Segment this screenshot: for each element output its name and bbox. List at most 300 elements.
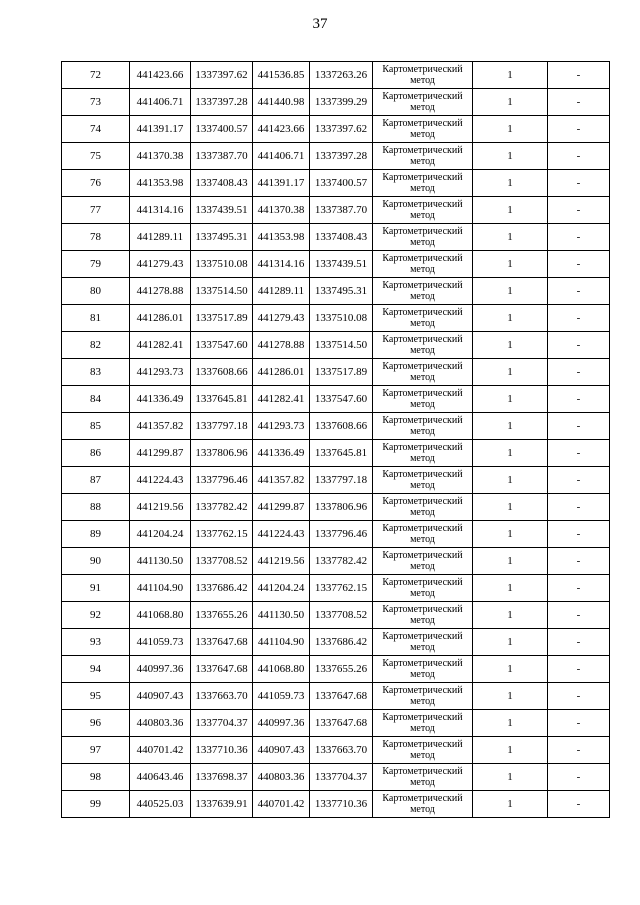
method-cell	[373, 629, 473, 656]
prev-x-coordinate-cell: 441278.88	[253, 332, 310, 359]
y-coordinate-cell: 1337698.37	[191, 764, 253, 791]
x-coordinate-cell: 441391.17	[130, 116, 191, 143]
note-cell: -	[548, 116, 610, 143]
point-number-cell: 75	[62, 143, 130, 170]
method-label-line2: метод	[410, 183, 435, 194]
y-coordinate-cell: 1337762.15	[191, 521, 253, 548]
x-coordinate-cell: 441282.41	[130, 332, 191, 359]
point-number-cell: 97	[62, 737, 130, 764]
method-label-line1: Картометрический	[382, 64, 463, 75]
note-cell: -	[548, 440, 610, 467]
method-label-line1: Картометрический	[382, 496, 463, 507]
point-number-cell: 91	[62, 575, 130, 602]
y-coordinate-cell: 1337510.08	[191, 251, 253, 278]
y-coordinate-cell: 1337782.42	[191, 494, 253, 521]
method-label-line2: метод	[410, 264, 435, 275]
table-row	[62, 197, 610, 224]
point-number-cell: 99	[62, 791, 130, 818]
y-coordinate-cell: 1337547.60	[191, 332, 253, 359]
x-coordinate-cell: 441279.43	[130, 251, 191, 278]
accuracy-cell: 1	[473, 521, 548, 548]
accuracy-cell: 1	[473, 332, 548, 359]
table-row	[62, 251, 610, 278]
table-row	[62, 305, 610, 332]
accuracy-cell: 1	[473, 305, 548, 332]
prev-y-coordinate-cell: 1337514.50	[310, 332, 373, 359]
table-row	[62, 440, 610, 467]
method-cell	[373, 764, 473, 791]
method-label-line2: метод	[410, 399, 435, 410]
method-label-line2: метод	[410, 345, 435, 356]
method-label-line2: метод	[410, 723, 435, 734]
point-number-cell: 96	[62, 710, 130, 737]
method-label-line2: метод	[410, 453, 435, 464]
prev-y-coordinate-cell: 1337704.37	[310, 764, 373, 791]
note-cell: -	[548, 548, 610, 575]
method-label-line1: Картометрический	[382, 307, 463, 318]
coordinates-table	[61, 61, 610, 818]
prev-y-coordinate-cell: 1337608.66	[310, 413, 373, 440]
method-cell	[373, 62, 473, 89]
y-coordinate-cell: 1337408.43	[191, 170, 253, 197]
note-cell: -	[548, 494, 610, 521]
method-cell	[373, 602, 473, 629]
method-label-line2: метод	[410, 669, 435, 680]
prev-y-coordinate-cell: 1337782.42	[310, 548, 373, 575]
table-row	[62, 89, 610, 116]
method-label-line2: метод	[410, 210, 435, 221]
prev-y-coordinate-cell: 1337797.18	[310, 467, 373, 494]
prev-y-coordinate-cell: 1337397.62	[310, 116, 373, 143]
prev-x-coordinate-cell: 441068.80	[253, 656, 310, 683]
x-coordinate-cell: 441293.73	[130, 359, 191, 386]
table-row	[62, 629, 610, 656]
prev-x-coordinate-cell: 440701.42	[253, 791, 310, 818]
note-cell: -	[548, 413, 610, 440]
table-row	[62, 359, 610, 386]
point-number-cell: 88	[62, 494, 130, 521]
accuracy-cell: 1	[473, 494, 548, 521]
method-cell	[373, 332, 473, 359]
prev-x-coordinate-cell: 441219.56	[253, 548, 310, 575]
prev-y-coordinate-cell: 1337387.70	[310, 197, 373, 224]
prev-y-coordinate-cell: 1337263.26	[310, 62, 373, 89]
method-label-line2: метод	[410, 237, 435, 248]
note-cell: -	[548, 710, 610, 737]
method-label-line1: Картометрический	[382, 415, 463, 426]
prev-y-coordinate-cell: 1337495.31	[310, 278, 373, 305]
method-cell	[373, 656, 473, 683]
accuracy-cell: 1	[473, 386, 548, 413]
x-coordinate-cell: 441204.24	[130, 521, 191, 548]
point-number-cell: 77	[62, 197, 130, 224]
method-label-line2: метод	[410, 156, 435, 167]
accuracy-cell: 1	[473, 440, 548, 467]
accuracy-cell: 1	[473, 575, 548, 602]
x-coordinate-cell: 441314.16	[130, 197, 191, 224]
note-cell: -	[548, 89, 610, 116]
prev-x-coordinate-cell: 440997.36	[253, 710, 310, 737]
x-coordinate-cell: 440907.43	[130, 683, 191, 710]
table-row	[62, 332, 610, 359]
point-number-cell: 85	[62, 413, 130, 440]
method-label-line2: метод	[410, 318, 435, 329]
point-number-cell: 90	[62, 548, 130, 575]
prev-y-coordinate-cell: 1337547.60	[310, 386, 373, 413]
method-label-line1: Картометрический	[382, 334, 463, 345]
prev-x-coordinate-cell: 441286.01	[253, 359, 310, 386]
prev-y-coordinate-cell: 1337806.96	[310, 494, 373, 521]
x-coordinate-cell: 441224.43	[130, 467, 191, 494]
y-coordinate-cell: 1337514.50	[191, 278, 253, 305]
method-label-line2: метод	[410, 696, 435, 707]
method-label-line2: метод	[410, 642, 435, 653]
prev-x-coordinate-cell: 441370.38	[253, 197, 310, 224]
table-row	[62, 278, 610, 305]
y-coordinate-cell: 1337704.37	[191, 710, 253, 737]
note-cell: -	[548, 197, 610, 224]
point-number-cell: 80	[62, 278, 130, 305]
accuracy-cell: 1	[473, 602, 548, 629]
method-label-line1: Картометрический	[382, 577, 463, 588]
note-cell: -	[548, 791, 610, 818]
prev-x-coordinate-cell: 441391.17	[253, 170, 310, 197]
method-label-line1: Картометрический	[382, 118, 463, 129]
note-cell: -	[548, 656, 610, 683]
x-coordinate-cell: 441286.01	[130, 305, 191, 332]
method-label-line1: Картометрический	[382, 172, 463, 183]
point-number-cell: 94	[62, 656, 130, 683]
method-cell	[373, 548, 473, 575]
method-cell	[373, 710, 473, 737]
prev-y-coordinate-cell: 1337399.29	[310, 89, 373, 116]
y-coordinate-cell: 1337796.46	[191, 467, 253, 494]
prev-x-coordinate-cell: 441282.41	[253, 386, 310, 413]
y-coordinate-cell: 1337663.70	[191, 683, 253, 710]
prev-y-coordinate-cell: 1337517.89	[310, 359, 373, 386]
method-cell	[373, 386, 473, 413]
method-label-line1: Картометрический	[382, 91, 463, 102]
x-coordinate-cell: 441104.90	[130, 575, 191, 602]
x-coordinate-cell: 441336.49	[130, 386, 191, 413]
accuracy-cell: 1	[473, 116, 548, 143]
note-cell: -	[548, 764, 610, 791]
method-cell	[373, 278, 473, 305]
method-label-line1: Картометрический	[382, 226, 463, 237]
point-number-cell: 86	[62, 440, 130, 467]
prev-x-coordinate-cell: 441423.66	[253, 116, 310, 143]
method-label-line1: Картометрический	[382, 550, 463, 561]
point-number-cell: 74	[62, 116, 130, 143]
accuracy-cell: 1	[473, 278, 548, 305]
prev-x-coordinate-cell: 441289.11	[253, 278, 310, 305]
y-coordinate-cell: 1337647.68	[191, 629, 253, 656]
method-label-line1: Картометрический	[382, 631, 463, 642]
table-row	[62, 116, 610, 143]
y-coordinate-cell: 1337439.51	[191, 197, 253, 224]
point-number-cell: 98	[62, 764, 130, 791]
x-coordinate-cell: 441219.56	[130, 494, 191, 521]
y-coordinate-cell: 1337686.42	[191, 575, 253, 602]
prev-y-coordinate-cell: 1337439.51	[310, 251, 373, 278]
table-row	[62, 683, 610, 710]
accuracy-cell: 1	[473, 251, 548, 278]
accuracy-cell: 1	[473, 737, 548, 764]
y-coordinate-cell: 1337397.28	[191, 89, 253, 116]
point-number-cell: 83	[62, 359, 130, 386]
table-row	[62, 575, 610, 602]
method-cell	[373, 413, 473, 440]
y-coordinate-cell: 1337517.89	[191, 305, 253, 332]
prev-x-coordinate-cell: 441293.73	[253, 413, 310, 440]
method-label-line1: Картометрический	[382, 523, 463, 534]
y-coordinate-cell: 1337647.68	[191, 656, 253, 683]
method-cell	[373, 791, 473, 818]
prev-x-coordinate-cell: 441440.98	[253, 89, 310, 116]
accuracy-cell: 1	[473, 143, 548, 170]
note-cell: -	[548, 359, 610, 386]
note-cell: -	[548, 467, 610, 494]
method-cell	[373, 116, 473, 143]
table-row	[62, 494, 610, 521]
note-cell: -	[548, 521, 610, 548]
y-coordinate-cell: 1337639.91	[191, 791, 253, 818]
point-number-cell: 84	[62, 386, 130, 413]
method-label-line1: Картометрический	[382, 280, 463, 291]
point-number-cell: 76	[62, 170, 130, 197]
x-coordinate-cell: 441423.66	[130, 62, 191, 89]
prev-x-coordinate-cell: 441204.24	[253, 575, 310, 602]
table-body	[62, 62, 610, 818]
accuracy-cell: 1	[473, 764, 548, 791]
method-label-line1: Картометрический	[382, 388, 463, 399]
y-coordinate-cell: 1337708.52	[191, 548, 253, 575]
method-cell	[373, 683, 473, 710]
point-number-cell: 87	[62, 467, 130, 494]
method-label-line2: метод	[410, 480, 435, 491]
point-number-cell: 81	[62, 305, 130, 332]
method-label-line1: Картометрический	[382, 766, 463, 777]
x-coordinate-cell: 441068.80	[130, 602, 191, 629]
prev-x-coordinate-cell: 441353.98	[253, 224, 310, 251]
method-cell	[373, 575, 473, 602]
table-row	[62, 764, 610, 791]
y-coordinate-cell: 1337806.96	[191, 440, 253, 467]
method-label-line2: метод	[410, 777, 435, 788]
table-row	[62, 710, 610, 737]
table-row	[62, 467, 610, 494]
prev-y-coordinate-cell: 1337647.68	[310, 683, 373, 710]
method-cell	[373, 143, 473, 170]
table-row	[62, 521, 610, 548]
prev-x-coordinate-cell: 441130.50	[253, 602, 310, 629]
point-number-cell: 79	[62, 251, 130, 278]
method-cell	[373, 521, 473, 548]
prev-y-coordinate-cell: 1337400.57	[310, 170, 373, 197]
prev-x-coordinate-cell: 441299.87	[253, 494, 310, 521]
prev-y-coordinate-cell: 1337663.70	[310, 737, 373, 764]
method-cell	[373, 251, 473, 278]
accuracy-cell: 1	[473, 791, 548, 818]
prev-x-coordinate-cell: 441536.85	[253, 62, 310, 89]
method-label-line2: метод	[410, 615, 435, 626]
note-cell: -	[548, 737, 610, 764]
point-number-cell: 95	[62, 683, 130, 710]
accuracy-cell: 1	[473, 224, 548, 251]
method-cell	[373, 305, 473, 332]
prev-y-coordinate-cell: 1337408.43	[310, 224, 373, 251]
x-coordinate-cell: 441370.38	[130, 143, 191, 170]
method-cell	[373, 170, 473, 197]
x-coordinate-cell: 440997.36	[130, 656, 191, 683]
note-cell: -	[548, 629, 610, 656]
x-coordinate-cell: 441353.98	[130, 170, 191, 197]
method-label-line2: метод	[410, 426, 435, 437]
method-label-line2: метод	[410, 507, 435, 518]
y-coordinate-cell: 1337387.70	[191, 143, 253, 170]
accuracy-cell: 1	[473, 656, 548, 683]
accuracy-cell: 1	[473, 413, 548, 440]
method-cell	[373, 224, 473, 251]
method-label-line2: метод	[410, 75, 435, 86]
method-label-line1: Картометрический	[382, 442, 463, 453]
accuracy-cell: 1	[473, 683, 548, 710]
prev-x-coordinate-cell: 440907.43	[253, 737, 310, 764]
point-number-cell: 73	[62, 89, 130, 116]
y-coordinate-cell: 1337797.18	[191, 413, 253, 440]
prev-x-coordinate-cell: 441224.43	[253, 521, 310, 548]
prev-y-coordinate-cell: 1337796.46	[310, 521, 373, 548]
method-label-line2: метод	[410, 291, 435, 302]
table-row	[62, 62, 610, 89]
x-coordinate-cell: 441059.73	[130, 629, 191, 656]
note-cell: -	[548, 575, 610, 602]
y-coordinate-cell: 1337608.66	[191, 359, 253, 386]
method-label-line2: метод	[410, 372, 435, 383]
method-cell	[373, 467, 473, 494]
point-number-cell: 89	[62, 521, 130, 548]
accuracy-cell: 1	[473, 197, 548, 224]
note-cell: -	[548, 170, 610, 197]
y-coordinate-cell: 1337645.81	[191, 386, 253, 413]
method-cell	[373, 89, 473, 116]
method-label-line2: метод	[410, 534, 435, 545]
x-coordinate-cell: 440701.42	[130, 737, 191, 764]
x-coordinate-cell: 440643.46	[130, 764, 191, 791]
prev-y-coordinate-cell: 1337710.36	[310, 791, 373, 818]
note-cell: -	[548, 602, 610, 629]
x-coordinate-cell: 441289.11	[130, 224, 191, 251]
accuracy-cell: 1	[473, 548, 548, 575]
note-cell: -	[548, 224, 610, 251]
method-label-line2: метод	[410, 804, 435, 815]
note-cell: -	[548, 332, 610, 359]
prev-y-coordinate-cell: 1337510.08	[310, 305, 373, 332]
method-label-line1: Картометрический	[382, 253, 463, 264]
table-row	[62, 143, 610, 170]
accuracy-cell: 1	[473, 170, 548, 197]
table-row	[62, 602, 610, 629]
table-row	[62, 224, 610, 251]
method-cell	[373, 197, 473, 224]
method-label-line2: метод	[410, 750, 435, 761]
prev-x-coordinate-cell: 441357.82	[253, 467, 310, 494]
note-cell: -	[548, 683, 610, 710]
method-label-line1: Картометрический	[382, 199, 463, 210]
method-label-line1: Картометрический	[382, 739, 463, 750]
x-coordinate-cell: 440803.36	[130, 710, 191, 737]
prev-x-coordinate-cell: 441406.71	[253, 143, 310, 170]
x-coordinate-cell: 440525.03	[130, 791, 191, 818]
note-cell: -	[548, 251, 610, 278]
method-label-line2: метод	[410, 102, 435, 113]
y-coordinate-cell: 1337495.31	[191, 224, 253, 251]
table-row	[62, 413, 610, 440]
table-row	[62, 548, 610, 575]
accuracy-cell: 1	[473, 359, 548, 386]
y-coordinate-cell: 1337397.62	[191, 62, 253, 89]
prev-x-coordinate-cell: 441314.16	[253, 251, 310, 278]
method-cell	[373, 440, 473, 467]
prev-x-coordinate-cell: 441279.43	[253, 305, 310, 332]
prev-y-coordinate-cell: 1337397.28	[310, 143, 373, 170]
table-row	[62, 386, 610, 413]
prev-x-coordinate-cell: 441059.73	[253, 683, 310, 710]
prev-y-coordinate-cell: 1337645.81	[310, 440, 373, 467]
table-row	[62, 737, 610, 764]
note-cell: -	[548, 305, 610, 332]
method-cell	[373, 359, 473, 386]
prev-y-coordinate-cell: 1337655.26	[310, 656, 373, 683]
method-label-line1: Картометрический	[382, 685, 463, 696]
table-row	[62, 656, 610, 683]
prev-y-coordinate-cell: 1337762.15	[310, 575, 373, 602]
prev-x-coordinate-cell: 440803.36	[253, 764, 310, 791]
point-number-cell: 72	[62, 62, 130, 89]
prev-x-coordinate-cell: 441336.49	[253, 440, 310, 467]
method-cell	[373, 494, 473, 521]
accuracy-cell: 1	[473, 62, 548, 89]
accuracy-cell: 1	[473, 467, 548, 494]
method-cell	[373, 737, 473, 764]
y-coordinate-cell: 1337655.26	[191, 602, 253, 629]
x-coordinate-cell: 441357.82	[130, 413, 191, 440]
accuracy-cell: 1	[473, 629, 548, 656]
x-coordinate-cell: 441406.71	[130, 89, 191, 116]
method-label-line1: Картометрический	[382, 361, 463, 372]
method-label-line1: Картометрический	[382, 793, 463, 804]
point-number-cell: 78	[62, 224, 130, 251]
point-number-cell: 92	[62, 602, 130, 629]
prev-y-coordinate-cell: 1337647.68	[310, 710, 373, 737]
x-coordinate-cell: 441299.87	[130, 440, 191, 467]
method-label-line2: метод	[410, 588, 435, 599]
method-label-line2: метод	[410, 129, 435, 140]
prev-y-coordinate-cell: 1337686.42	[310, 629, 373, 656]
method-label-line1: Картометрический	[382, 145, 463, 156]
note-cell: -	[548, 278, 610, 305]
method-label-line2: метод	[410, 561, 435, 572]
prev-x-coordinate-cell: 441104.90	[253, 629, 310, 656]
method-label-line1: Картометрический	[382, 604, 463, 615]
point-number-cell: 93	[62, 629, 130, 656]
x-coordinate-cell: 441130.50	[130, 548, 191, 575]
table-row	[62, 791, 610, 818]
x-coordinate-cell: 441278.88	[130, 278, 191, 305]
method-label-line1: Картометрический	[382, 712, 463, 723]
note-cell: -	[548, 143, 610, 170]
note-cell: -	[548, 386, 610, 413]
